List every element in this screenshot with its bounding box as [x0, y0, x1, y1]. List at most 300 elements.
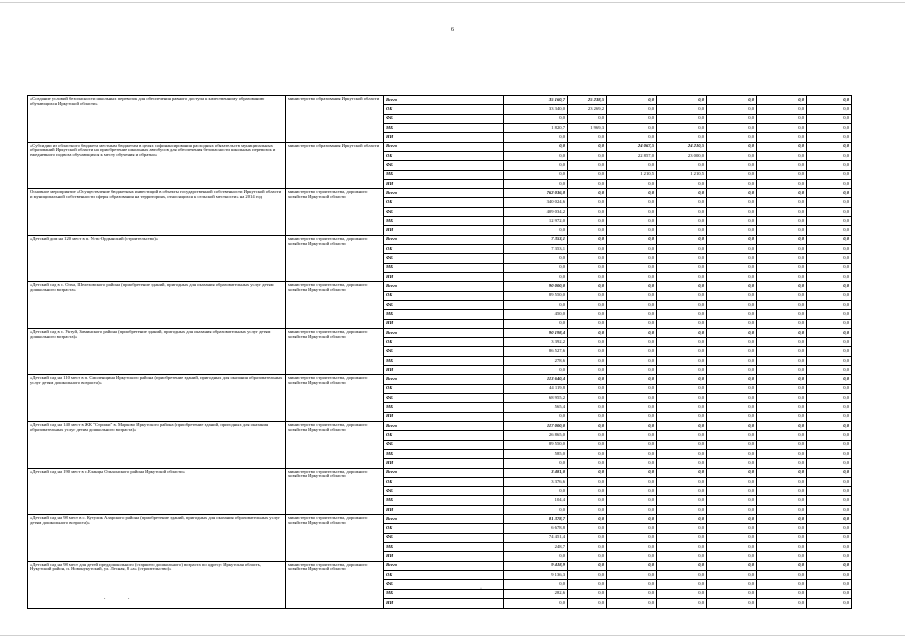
amount-cell: 0,0	[707, 254, 757, 263]
amount-cell: 0,0	[757, 207, 807, 216]
amount-cell: 0,0	[607, 263, 657, 272]
responsible-executor: министерство строительства, дорожного хозяйства Иркутской области	[286, 421, 384, 468]
amount-cell: 0,0	[707, 347, 757, 356]
amount-cell: 0,0	[807, 570, 852, 579]
amount-cell: 0,0	[568, 589, 607, 598]
funding-source: ФБ	[384, 487, 504, 496]
amount-cell: 0,0	[707, 524, 757, 533]
amount-cell: 0,0	[807, 170, 852, 179]
amount-cell: 0,0	[757, 114, 807, 123]
amount-cell: 0,0	[568, 282, 607, 291]
funding-source: ФБ	[384, 347, 504, 356]
amount-cell: 0,0	[807, 394, 852, 403]
amount-cell: 0,0	[568, 217, 607, 226]
amount-cell: 0,0	[607, 505, 657, 514]
funding-source: ИИ	[384, 598, 504, 608]
amount-cell: 0,0	[568, 170, 607, 179]
amount-cell: 0,0	[757, 543, 807, 552]
amount-cell: 0,0	[504, 580, 568, 589]
amount-cell: 0,0	[504, 254, 568, 263]
amount-cell: 0,0	[568, 431, 607, 440]
table-row	[28, 561, 852, 570]
responsible-executor: министерство строительства, дорожного хозяйства Иркутской области	[286, 561, 384, 608]
amount-cell: 0,0	[757, 356, 807, 365]
funding-source: Всего	[384, 282, 504, 291]
amount-cell: 0,0	[707, 142, 757, 151]
amount-cell: 0,0	[657, 449, 707, 458]
amount-cell: 0,0	[707, 217, 757, 226]
amount-cell: 0,0	[707, 198, 757, 207]
amount-cell: 0,0	[757, 366, 807, 375]
amount-cell: 0,0	[807, 338, 852, 347]
amount-cell: 0,0	[657, 431, 707, 440]
amount-cell: 24 210,5	[657, 142, 707, 151]
amount-cell: 0,0	[707, 366, 757, 375]
amount-cell: 0,0	[568, 319, 607, 328]
table-row	[28, 142, 852, 151]
amount-cell: 0,0	[607, 403, 657, 412]
amount-cell: 33 340,0	[504, 105, 568, 114]
amount-cell: 0,0	[504, 133, 568, 142]
amount-cell: 12 972,0	[504, 217, 568, 226]
amount-cell: 0,0	[657, 487, 707, 496]
amount-cell: 585,0	[504, 449, 568, 458]
amount-cell: 0,0	[607, 524, 657, 533]
amount-cell: 0,0	[757, 431, 807, 440]
amount-cell: 0,0	[707, 561, 757, 570]
funding-source: МБ	[384, 496, 504, 505]
amount-cell: 0,0	[657, 375, 707, 384]
amount-cell: 0,0	[807, 543, 852, 552]
funding-source: Всего	[384, 235, 504, 244]
amount-cell: 0,0	[807, 440, 852, 449]
amount-cell: 0,0	[707, 598, 757, 608]
funding-source: ФБ	[384, 300, 504, 309]
funding-source: ИИ	[384, 133, 504, 142]
amount-cell: 0,0	[607, 468, 657, 477]
amount-cell: 0,0	[657, 366, 707, 375]
measure-description: «Субсидии из областного бюджета местным бюджетам в целях софинансирования расходных обязательств муниципальных образований Иркутской области на приобретение школьных автобусов для обеспечения безопасности школьных перевозок и ежедневного подвоза обучающихся к месту обучения и обратно»	[28, 142, 286, 189]
amount-cell: 0,0	[807, 477, 852, 486]
funding-source: МБ	[384, 543, 504, 552]
amount-cell: 0,0	[657, 598, 707, 608]
amount-cell: 0,0	[707, 161, 757, 170]
amount-cell: 0,0	[807, 263, 852, 272]
amount-cell: 0,0	[657, 207, 707, 216]
amount-cell: 0,0	[757, 142, 807, 151]
amount-cell: 0,0	[707, 96, 757, 105]
amount-cell: 0,0	[757, 245, 807, 254]
table-row	[28, 421, 852, 430]
funding-source: Всего	[384, 142, 504, 151]
amount-cell: 0,0	[757, 319, 807, 328]
amount-cell: 0,0	[657, 300, 707, 309]
amount-cell: 3 376,6	[504, 477, 568, 486]
amount-cell: 0,0	[504, 487, 568, 496]
amount-cell: 0,0	[657, 328, 707, 337]
responsible-executor: министерство образования Иркутской области	[286, 96, 384, 143]
amount-cell: 0,0	[607, 394, 657, 403]
amount-cell: 0,0	[607, 338, 657, 347]
amount-cell: 0,0	[807, 496, 852, 505]
amount-cell: 0,0	[807, 533, 852, 542]
amount-cell: 0,0	[568, 580, 607, 589]
table-row	[28, 235, 852, 244]
amount-cell: 0,0	[757, 217, 807, 226]
amount-cell: 0,0	[568, 328, 607, 337]
amount-cell: 0,0	[807, 198, 852, 207]
amount-cell: 0,0	[607, 198, 657, 207]
amount-cell: 0,0	[568, 272, 607, 281]
funding-source: МБ	[384, 589, 504, 598]
amount-cell: 3 481,0	[504, 468, 568, 477]
amount-cell: 0,0	[607, 328, 657, 337]
amount-cell: 0,0	[568, 496, 607, 505]
amount-cell: 22 857,0	[607, 151, 657, 160]
amount-cell: 0,0	[807, 356, 852, 365]
amount-cell: 117 000,0	[504, 421, 568, 430]
amount-cell: 0,0	[757, 328, 807, 337]
amount-cell: 0,0	[504, 412, 568, 421]
amount-cell: 0,0	[707, 319, 757, 328]
funding-source: МБ	[384, 356, 504, 365]
funding-source: ИИ	[384, 552, 504, 561]
amount-cell: 0,0	[707, 105, 757, 114]
amount-cell: 0,0	[504, 161, 568, 170]
amount-cell: 0,0	[568, 505, 607, 514]
amount-cell: 0,0	[568, 487, 607, 496]
funding-source: ОБ	[384, 524, 504, 533]
amount-cell: 0,0	[657, 412, 707, 421]
amount-cell: 0,0	[757, 282, 807, 291]
amount-cell: 0,0	[657, 189, 707, 198]
amount-cell: 0,0	[657, 114, 707, 123]
amount-cell: 3 392,2	[504, 338, 568, 347]
amount-cell: 0,0	[757, 459, 807, 468]
amount-cell: 0,0	[807, 114, 852, 123]
amount-cell: 0,0	[607, 245, 657, 254]
amount-cell: 0,0	[607, 440, 657, 449]
scan-edge-top	[0, 2, 905, 3]
amount-cell: 0,0	[807, 580, 852, 589]
amount-cell: 0,0	[568, 440, 607, 449]
amount-cell: 0,0	[657, 533, 707, 542]
amount-cell: 0,0	[607, 515, 657, 524]
table-row	[28, 189, 852, 198]
amount-cell: 0,0	[607, 543, 657, 552]
amount-cell: 0,0	[504, 179, 568, 188]
amount-cell: 0,0	[707, 310, 757, 319]
amount-cell: 0,0	[707, 468, 757, 477]
amount-cell: 7 353,1	[504, 245, 568, 254]
amount-cell: 1 210,5	[657, 170, 707, 179]
funding-source: ИИ	[384, 459, 504, 468]
amount-cell: 0,0	[657, 217, 707, 226]
amount-cell: 0,0	[568, 394, 607, 403]
amount-cell: 0,0	[657, 123, 707, 132]
funding-source: ФБ	[384, 161, 504, 170]
scan-edge-bottom	[0, 635, 905, 636]
amount-cell: 0,0	[707, 300, 757, 309]
amount-cell: 81 378,7	[504, 515, 568, 524]
amount-cell: 0,0	[657, 394, 707, 403]
funding-source: Всего	[384, 189, 504, 198]
funding-source: ИИ	[384, 179, 504, 188]
amount-cell: 0,0	[504, 151, 568, 160]
amount-cell: 0,0	[807, 524, 852, 533]
page-number: 6	[451, 27, 454, 33]
table-row	[28, 468, 852, 477]
amount-cell: 0,0	[657, 552, 707, 561]
amount-cell: 0,0	[757, 123, 807, 132]
amount-cell: 0,0	[707, 440, 757, 449]
amount-cell: 0,0	[707, 226, 757, 235]
amount-cell: 0,0	[657, 356, 707, 365]
responsible-executor: министерство строительства, дорожного хозяйства Иркутской области	[286, 328, 384, 375]
amount-cell: 0,0	[657, 319, 707, 328]
amount-cell: 0,0	[607, 552, 657, 561]
funding-source: МБ	[384, 449, 504, 458]
amount-cell: 0,0	[707, 375, 757, 384]
amount-cell: 0,0	[757, 487, 807, 496]
amount-cell: 0,0	[568, 151, 607, 160]
amount-cell: 7 353,1	[504, 235, 568, 244]
amount-cell: 0,0	[707, 384, 757, 393]
amount-cell: 0,0	[757, 226, 807, 235]
amount-cell: 0,0	[607, 254, 657, 263]
amount-cell: 0,0	[607, 105, 657, 114]
amount-cell: 0,0	[757, 552, 807, 561]
amount-cell: 0,0	[807, 105, 852, 114]
amount-cell: 0,0	[807, 515, 852, 524]
amount-cell: 0,0	[807, 459, 852, 468]
amount-cell: 0,0	[807, 245, 852, 254]
amount-cell: 0,0	[807, 431, 852, 440]
amount-cell: 23 000,0	[657, 151, 707, 160]
amount-cell: 0,0	[568, 533, 607, 542]
amount-cell: 35 160,7	[504, 96, 568, 105]
measure-description: Основное мероприятие «Осуществление бюджетных инвестиций в объекты государственной собственности Иркутской области и муниципальной собственности сферы образования на территориях, относящихся к сельской местности» на 2014 год	[28, 189, 286, 236]
amount-cell: 0,0	[757, 449, 807, 458]
amount-cell: 0,0	[757, 580, 807, 589]
amount-cell: 0,0	[757, 151, 807, 160]
amount-cell: 104,4	[504, 496, 568, 505]
funding-source: ФБ	[384, 580, 504, 589]
funding-source: МБ	[384, 123, 504, 132]
amount-cell: 0,0	[504, 170, 568, 179]
amount-cell: 0,0	[807, 347, 852, 356]
responsible-executor: министерство строительства, дорожного хозяйства Иркутской области	[286, 515, 384, 562]
amount-cell: 0,0	[568, 254, 607, 263]
amount-cell: 0,0	[707, 245, 757, 254]
amount-cell: 0,0	[757, 589, 807, 598]
amount-cell: 0,0	[568, 226, 607, 235]
amount-cell: 0,0	[607, 431, 657, 440]
amount-cell: 0,0	[807, 207, 852, 216]
amount-cell: 0,0	[807, 226, 852, 235]
amount-cell: 0,0	[807, 133, 852, 142]
amount-cell: 0,0	[568, 189, 607, 198]
amount-cell: 0,0	[504, 319, 568, 328]
measure-description: «Детский сад на 98 мест для детей преддошкольного (старшего дошкольного) возраста по адресу: Иркутская область, Нукутский район, п. Новонукутский, ул. Лесная, 8 «а» (строительство)»	[28, 561, 286, 608]
amount-cell: 0,0	[607, 226, 657, 235]
amount-cell: 0,0	[757, 505, 807, 514]
measure-description: «Детский сад на 110 мест в п. Смоленщина Иркутского района (приобретение зданий, пригодных для оказания образовательных услуг детям дошкольного возраста)»	[28, 375, 286, 422]
amount-cell: 0,0	[607, 356, 657, 365]
amount-cell: 9 136,3	[504, 570, 568, 579]
funding-source: ИИ	[384, 412, 504, 421]
amount-cell: 0,0	[807, 589, 852, 598]
amount-cell: 0,0	[757, 291, 807, 300]
amount-cell: 0,0	[707, 533, 757, 542]
amount-cell: 0,0	[657, 179, 707, 188]
amount-cell: 0,0	[568, 198, 607, 207]
amount-cell: 409 034,2	[504, 207, 568, 216]
amount-cell: 0,0	[707, 394, 757, 403]
amount-cell: 0,0	[657, 263, 707, 272]
amount-cell: 0,0	[607, 589, 657, 598]
amount-cell: 0,0	[568, 403, 607, 412]
amount-cell: 0,0	[568, 235, 607, 244]
funding-source: ФБ	[384, 254, 504, 263]
amount-cell: 0,0	[657, 235, 707, 244]
amount-cell: 0,0	[657, 198, 707, 207]
amount-cell: 0,0	[504, 142, 568, 151]
funding-source: Всего	[384, 468, 504, 477]
amount-cell: 0,0	[757, 440, 807, 449]
amount-cell: 0,0	[657, 524, 707, 533]
funding-source: Всего	[384, 515, 504, 524]
amount-cell: 0,0	[607, 319, 657, 328]
amount-cell: 0,0	[807, 282, 852, 291]
amount-cell: 0,0	[657, 347, 707, 356]
amount-cell: 0,0	[707, 487, 757, 496]
amount-cell: 0,0	[607, 347, 657, 356]
amount-cell: 0,0	[757, 394, 807, 403]
funding-source: ИИ	[384, 319, 504, 328]
amount-cell: 0,0	[607, 161, 657, 170]
funding-source: ОБ	[384, 105, 504, 114]
amount-cell: 0,0	[757, 496, 807, 505]
amount-cell: 0,0	[504, 114, 568, 123]
table-row	[28, 96, 852, 105]
amount-cell: 0,0	[807, 142, 852, 151]
funding-source: ОБ	[384, 570, 504, 579]
amount-cell: 89 550,0	[504, 440, 568, 449]
amount-cell: 0,0	[568, 524, 607, 533]
amount-cell: 0,0	[568, 245, 607, 254]
amount-cell: 0,0	[657, 440, 707, 449]
amount-cell: 0,0	[657, 561, 707, 570]
amount-cell: 0,0	[568, 347, 607, 356]
amount-cell: 0,0	[757, 421, 807, 430]
amount-cell: 0,0	[568, 598, 607, 608]
amount-cell: 23 269,2	[568, 105, 607, 114]
amount-cell: 25 238,5	[568, 96, 607, 105]
responsible-executor: министерство строительства, дорожного хозяйства Иркутской области	[286, 375, 384, 422]
funding-source: МБ	[384, 310, 504, 319]
amount-cell: 0,0	[757, 96, 807, 105]
amount-cell: 0,0	[568, 263, 607, 272]
amount-cell: 0,0	[657, 570, 707, 579]
amount-cell: 0,0	[757, 515, 807, 524]
funding-source: МБ	[384, 403, 504, 412]
amount-cell: 0,0	[707, 328, 757, 337]
funding-source: Всего	[384, 421, 504, 430]
amount-cell: 0,0	[657, 291, 707, 300]
amount-cell: 0,0	[568, 207, 607, 216]
amount-cell: 0,0	[757, 170, 807, 179]
amount-cell: 0,0	[504, 598, 568, 608]
amount-cell: 0,0	[657, 338, 707, 347]
amount-cell: 0,0	[707, 477, 757, 486]
amount-cell: 0,0	[568, 375, 607, 384]
amount-cell: 0,0	[657, 226, 707, 235]
amount-cell: 0,0	[607, 300, 657, 309]
amount-cell: 0,0	[757, 161, 807, 170]
amount-cell: 0,0	[568, 459, 607, 468]
table-row	[28, 328, 852, 337]
amount-cell: 0,0	[504, 505, 568, 514]
funding-source: ОБ	[384, 431, 504, 440]
amount-cell: 44 119,8	[504, 384, 568, 393]
amount-cell: 0,0	[504, 272, 568, 281]
funding-source: ОБ	[384, 151, 504, 160]
amount-cell: 0,0	[807, 300, 852, 309]
amount-cell: 0,0	[707, 338, 757, 347]
amount-cell: 24 067,5	[607, 142, 657, 151]
measure-description: «Детский дом на 120 мест в п. Усть-Ордынский (строительство)»	[28, 235, 286, 282]
amount-cell: 0,0	[657, 282, 707, 291]
funding-source: МБ	[384, 170, 504, 179]
amount-cell: 0,0	[757, 263, 807, 272]
amount-cell: 0,0	[707, 589, 757, 598]
amount-cell: 0,0	[807, 235, 852, 244]
amount-cell: 0,0	[807, 291, 852, 300]
funding-source: МБ	[384, 217, 504, 226]
amount-cell: 340 024,6	[504, 198, 568, 207]
amount-cell: 0,0	[707, 496, 757, 505]
amount-cell: 90 000,0	[504, 282, 568, 291]
amount-cell: 0,0	[707, 431, 757, 440]
amount-cell: 0,0	[707, 449, 757, 458]
amount-cell: 0,0	[757, 254, 807, 263]
amount-cell: 0,0	[807, 254, 852, 263]
amount-cell: 0,0	[607, 133, 657, 142]
amount-cell: 0,0	[707, 272, 757, 281]
amount-cell: 0,0	[568, 384, 607, 393]
amount-cell: 113 640,4	[504, 375, 568, 384]
funding-source: Всего	[384, 96, 504, 105]
amount-cell: 0,0	[757, 533, 807, 542]
amount-cell: 0,0	[607, 496, 657, 505]
amount-cell: 0,0	[657, 384, 707, 393]
amount-cell: 0,0	[807, 598, 852, 608]
amount-cell: 0,0	[757, 198, 807, 207]
amount-cell: 0,0	[568, 570, 607, 579]
funding-source: ОБ	[384, 384, 504, 393]
funding-source: ОБ	[384, 245, 504, 254]
amount-cell: 0,0	[568, 449, 607, 458]
amount-cell: 0,0	[657, 580, 707, 589]
amount-cell: 0,0	[607, 580, 657, 589]
amount-cell: 0,0	[807, 403, 852, 412]
amount-cell: 0,0	[568, 561, 607, 570]
amount-cell: 0,0	[757, 598, 807, 608]
amount-cell: 0,0	[757, 384, 807, 393]
amount-cell: 0,0	[568, 552, 607, 561]
amount-cell: 0,0	[657, 468, 707, 477]
